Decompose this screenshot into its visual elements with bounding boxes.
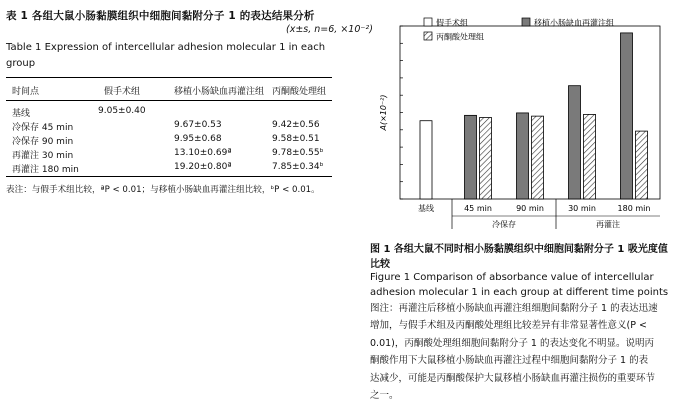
figure-note-line: 0.01)，丙酮酸处理组细胞间黏附分子 1 的表达变化不明显。说明丙 bbox=[370, 337, 654, 349]
table-footnote: 表注：与假手术组比较，ªP < 0.01；与移植小肠缺血再灌注组比较，ᵇP < 0.01。 bbox=[6, 185, 320, 195]
table-cell: 9.78±0.55ᵇ bbox=[272, 148, 324, 158]
bar-ischemia-reperfusion bbox=[621, 33, 633, 199]
group-label: 再灌注 bbox=[596, 220, 620, 229]
table-top-rule bbox=[6, 77, 332, 78]
bar-sham bbox=[420, 121, 432, 199]
table-cell: 13.10±0.69ª bbox=[174, 148, 232, 158]
bar-pyruvate bbox=[532, 116, 544, 199]
table-cell: 9.67±0.53 bbox=[174, 120, 222, 130]
figure-note-line: 酮酸作用下大鼠移植小肠缺血再灌注过程中细胞间黏附分子 1 的表 bbox=[370, 355, 649, 367]
bar-ischemia-reperfusion bbox=[465, 115, 477, 199]
table-header-cell: 时间点 bbox=[12, 87, 40, 97]
bar-pyruvate bbox=[480, 118, 492, 199]
legend-label: 丙酮酸处理组 bbox=[436, 32, 484, 42]
table-cell: 7.85±0.34ᵇ bbox=[272, 162, 324, 172]
figure-caption-cn-cont: 比较 bbox=[370, 259, 390, 270]
figure-caption-en-cont: adhesion molecular 1 in each group at different time points bbox=[370, 287, 669, 298]
figure-note-line: 图注：再灌注后移植小肠缺血再灌注组细胞间黏附分子 1 的表达迅速 bbox=[370, 303, 658, 314]
table-cell: 再灌注 180 min bbox=[12, 165, 79, 175]
x-tick-label: 30 min bbox=[568, 204, 596, 213]
table-caption-en: Table 1 Expression of intercellular adhesion molecular 1 in each bbox=[6, 42, 326, 53]
bar-ischemia-reperfusion bbox=[569, 86, 581, 199]
x-tick-label: 180 min bbox=[617, 204, 651, 213]
table-cell: 19.20±0.80ª bbox=[174, 162, 232, 172]
x-tick-label: 基线 bbox=[418, 204, 434, 213]
table-cell: 冷保存 90 min bbox=[12, 137, 74, 147]
table-cell: 9.42±0.56 bbox=[272, 120, 320, 130]
y-axis-label: A(×10⁻²) bbox=[379, 94, 388, 131]
legend-label: 假手术组 bbox=[436, 18, 468, 28]
table-bottom-rule bbox=[6, 176, 332, 177]
table-cell: 9.58±0.51 bbox=[272, 134, 320, 144]
table-cell: 基线 bbox=[12, 109, 31, 119]
bar-ischemia-reperfusion bbox=[517, 113, 529, 199]
figure-note-line: 增加，与假手术组及丙酮酸处理组比较差异有非常显著性意义(P < bbox=[370, 320, 647, 332]
table-cell: 再灌注 30 min bbox=[12, 151, 74, 161]
group-label: 冷保存 bbox=[492, 220, 516, 229]
bar-pyruvate bbox=[636, 131, 648, 199]
table-header-rule bbox=[6, 100, 332, 101]
table-header-cell: 移植小肠缺血再灌注组 bbox=[174, 87, 265, 97]
figure-caption-cn: 图 1 各组大鼠不同时相小肠黏膜组织中细胞间黏附分子 1 吸光度值 bbox=[370, 244, 668, 255]
figure-note-line: 达减少，可能是丙酮酸保护大鼠移植小肠缺血再灌注损伤的重要环节 bbox=[370, 372, 656, 384]
table-cell: 冷保存 45 min bbox=[12, 123, 74, 133]
x-tick-label: 90 min bbox=[516, 204, 544, 213]
table-caption-en-cont: group bbox=[6, 58, 36, 69]
legend-swatch bbox=[424, 32, 432, 40]
figure-caption-en: Figure 1 Comparison of absorbance value of intercellular bbox=[370, 272, 654, 283]
figure-note bbox=[370, 300, 658, 404]
table-header-cell: 丙酮酸处理组 bbox=[272, 87, 327, 97]
table-cell: 9.95±0.68 bbox=[174, 134, 222, 144]
legend-swatch bbox=[424, 18, 432, 26]
table-caption-cn: 表 1 各组大鼠小肠黏膜组织中细胞间黏附分子 1 的表达结果分析 bbox=[6, 10, 315, 22]
table-cell: 9.05±0.40 bbox=[98, 106, 146, 116]
table-header-cell: 假手术组 bbox=[104, 87, 141, 97]
bar-chart bbox=[372, 14, 672, 244]
legend-swatch bbox=[522, 18, 530, 26]
bar-pyruvate bbox=[584, 114, 596, 199]
x-tick-label: 45 min bbox=[464, 204, 492, 213]
legend-label: 移植小肠缺血再灌注组 bbox=[534, 18, 614, 28]
table-caption-stat: (x±s, n=6, ×10⁻²) bbox=[286, 24, 373, 35]
figure-note-line: 之一。 bbox=[370, 390, 399, 402]
